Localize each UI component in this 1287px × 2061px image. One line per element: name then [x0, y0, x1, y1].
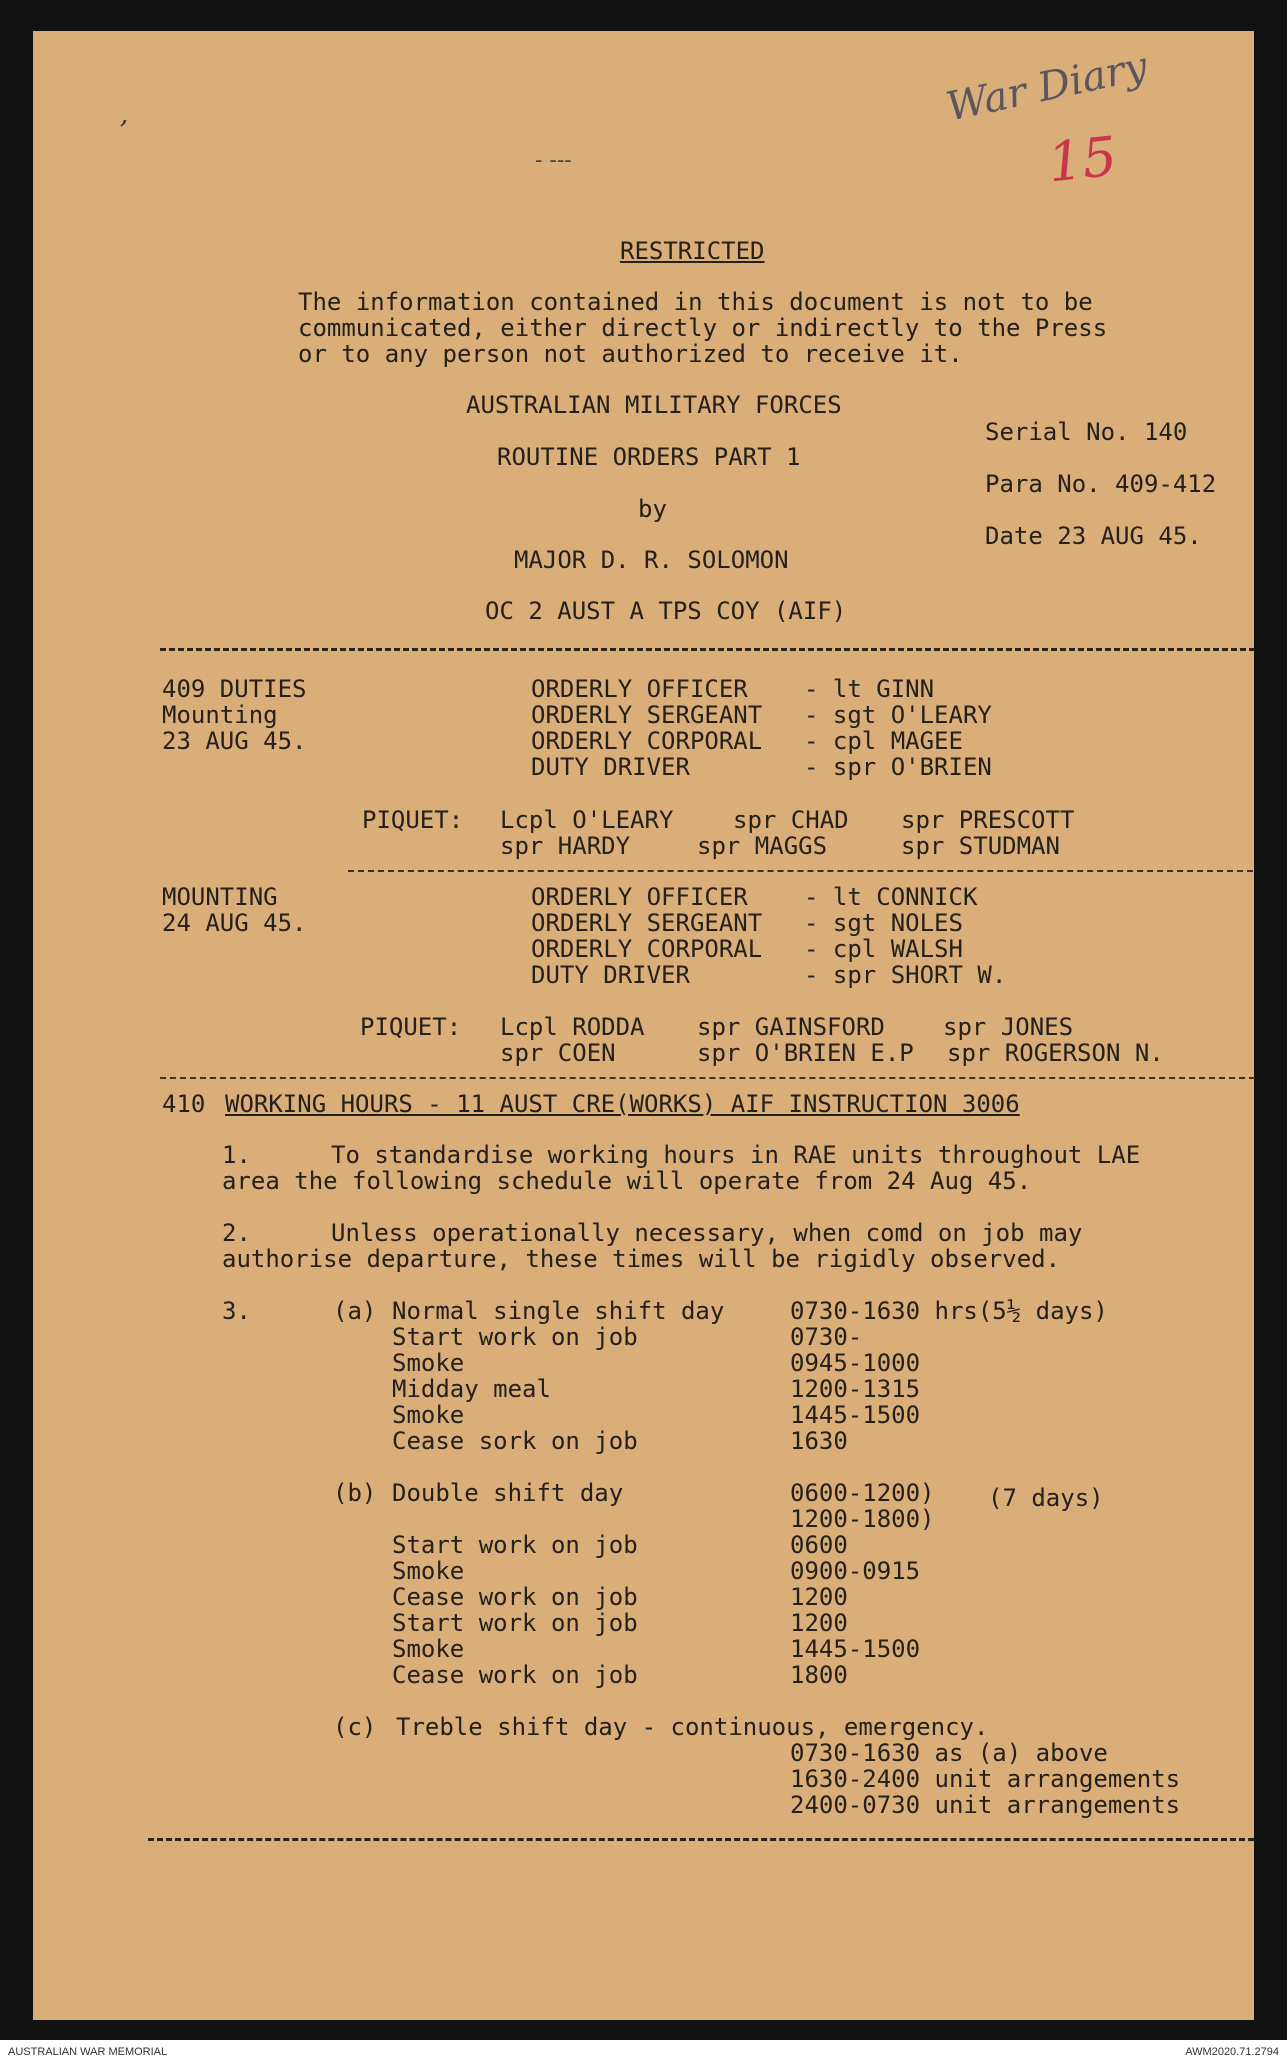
schedule-a-hours: 0730-1630 hrs(5½ days): [790, 1297, 1108, 1325]
schedule-time: 0945-1000: [790, 1349, 921, 1377]
section-divider: [160, 1077, 1255, 1079]
schedule-time: 0730-: [790, 1323, 863, 1351]
staple-mark: - ---: [535, 148, 572, 173]
schedule-item: Smoke: [392, 1349, 465, 1377]
piquet-member: spr CHAD: [733, 806, 849, 834]
piquet-member: spr STUDMAN: [901, 832, 1060, 860]
schedule-time: 1445-1500: [790, 1401, 921, 1429]
p409-title: 409 DUTIES: [162, 675, 307, 703]
para-3-number: 3.: [222, 1297, 251, 1325]
piquet-label: PIQUET:: [360, 1013, 462, 1041]
duty-name: - spr SHORT W.: [804, 961, 1007, 989]
duty-name: - cpl WALSH: [804, 935, 963, 963]
mounting-2-date: 24 AUG 45.: [162, 909, 307, 937]
forces-title: AUSTRALIAN MILITARY FORCES: [466, 391, 842, 419]
header-divider: [160, 648, 1255, 651]
duty-name: - sgt NOLES: [804, 909, 963, 937]
notice-line-3: or to any person not authorized to receive it.: [298, 340, 963, 368]
p409-date: 23 AUG 45.: [162, 727, 307, 755]
schedule-c-title: Treble shift day - continuous, emergency.: [396, 1713, 989, 1741]
piquet-member: spr PRESCOTT: [901, 806, 1075, 834]
duty-name: - lt CONNICK: [804, 883, 978, 911]
schedule-time: 1200: [790, 1583, 848, 1611]
schedule-time: 0600: [790, 1531, 848, 1559]
schedule-b-title: Double shift day: [392, 1479, 624, 1507]
p409-mounting: Mounting: [162, 701, 278, 729]
duties-divider: [348, 870, 1253, 872]
piquet-member: Lcpl O'LEARY: [500, 806, 674, 834]
duty-role: ORDERLY SERGEANT: [531, 701, 763, 729]
by-text: by: [638, 495, 667, 523]
schedule-item: Midday meal: [392, 1375, 551, 1403]
major-name: MAJOR D. R. SOLOMON: [514, 546, 789, 574]
schedule-b-days: (7 days): [988, 1484, 1104, 1512]
duty-name: - spr O'BRIEN: [804, 753, 992, 781]
para-2-line-1: Unless operationally necessary, when comd on job may: [331, 1219, 1083, 1247]
footer-accession: AWM2020.71.2794: [1185, 2046, 1279, 2058]
piquet-member: spr MAGGS: [697, 832, 828, 860]
duty-name: - sgt O'LEARY: [804, 701, 992, 729]
duty-name: - cpl MAGEE: [804, 727, 963, 755]
duty-role: ORDERLY CORPORAL: [531, 935, 763, 963]
duty-role: ORDERLY CORPORAL: [531, 727, 763, 755]
piquet-member: Lcpl RODDA: [500, 1013, 645, 1041]
orders-title: ROUTINE ORDERS PART 1: [497, 443, 801, 471]
duty-role: ORDERLY SERGEANT: [531, 909, 763, 937]
para-1-line-1: To standardise working hours in RAE units throughout LAE: [331, 1141, 1141, 1169]
schedule-b-label: (b): [333, 1479, 377, 1507]
schedule-item: Smoke: [392, 1557, 465, 1585]
schedule-time: 1800: [790, 1661, 848, 1689]
piquet-member: spr JONES: [943, 1013, 1074, 1041]
piquet-member: spr HARDY: [500, 832, 631, 860]
p410-title: WORKING HOURS - 11 AUST CRE(WORKS) AIF INSTRUCTION 3006: [225, 1090, 1020, 1118]
restricted-heading: RESTRICTED: [620, 237, 765, 265]
para-2-number: 2.: [222, 1219, 251, 1247]
pen-mark: ,: [120, 100, 129, 130]
schedule-item: Cease work on job: [392, 1583, 638, 1611]
piquet-label: PIQUET:: [362, 806, 464, 834]
handwritten-number: 15: [1044, 124, 1120, 195]
bottom-divider: [148, 1838, 1254, 1841]
duty-role: ORDERLY OFFICER: [531, 675, 748, 703]
schedule-time: 1200-1315: [790, 1375, 921, 1403]
schedule-item: Smoke: [392, 1635, 465, 1663]
p410-number: 410: [162, 1090, 206, 1118]
order-date: Date 23 AUG 45.: [985, 522, 1202, 550]
schedule-time: 1445-1500: [790, 1635, 921, 1663]
schedule-c-label: (c): [333, 1713, 377, 1741]
notice-line-2: communicated, either directly or indirectly to the Press: [298, 314, 1108, 342]
schedule-c-row: 2400-0730 unit arrangements: [790, 1791, 1181, 1819]
schedule-item: Cease sork on job: [392, 1427, 638, 1455]
piquet-member: spr ROGERSON N.: [947, 1039, 1164, 1067]
schedule-item: Start work on job: [392, 1609, 638, 1637]
duty-name: - lt GINN: [804, 675, 935, 703]
piquet-member: spr GAINSFORD: [697, 1013, 885, 1041]
piquet-member: spr O'BRIEN E.P: [697, 1039, 914, 1067]
schedule-a-label: (a): [333, 1297, 377, 1325]
para-1-line-2: area the following schedule will operate from 24 Aug 45.: [222, 1167, 1032, 1195]
schedule-time: 0900-0915: [790, 1557, 921, 1585]
schedule-c-row: 0730-1630 as (a) above: [790, 1739, 1108, 1767]
schedule-b-time-2: 1200-1800): [790, 1505, 935, 1533]
para-2-line-2: authorise departure, these times will be rigidly observed.: [222, 1245, 1061, 1273]
para-number: Para No. 409-412: [985, 470, 1217, 498]
schedule-item: Start work on job: [392, 1531, 638, 1559]
schedule-time: 1200: [790, 1609, 848, 1637]
duty-role: DUTY DRIVER: [531, 961, 690, 989]
schedule-b-time-1: 0600-1200): [790, 1479, 935, 1507]
schedule-item: Cease work on job: [392, 1661, 638, 1689]
schedule-a-title: Normal single shift day: [392, 1297, 725, 1325]
oc-unit: OC 2 AUST A TPS COY (AIF): [485, 597, 847, 625]
handwritten-war-diary: War Diary: [942, 43, 1152, 131]
serial-number: Serial No. 140: [985, 418, 1188, 446]
duty-role: ORDERLY OFFICER: [531, 883, 748, 911]
mounting-2: MOUNTING: [162, 883, 278, 911]
schedule-time: 1630: [790, 1427, 848, 1455]
schedule-item: Start work on job: [392, 1323, 638, 1351]
schedule-c-row: 1630-2400 unit arrangements: [790, 1765, 1181, 1793]
notice-line-1: The information contained in this document is not to be: [298, 288, 1093, 316]
piquet-member: spr COEN: [500, 1039, 616, 1067]
footer-source: AUSTRALIAN WAR MEMORIAL: [8, 2046, 168, 2058]
duty-role: DUTY DRIVER: [531, 753, 690, 781]
schedule-item: Smoke: [392, 1401, 465, 1429]
para-1-number: 1.: [222, 1141, 251, 1169]
